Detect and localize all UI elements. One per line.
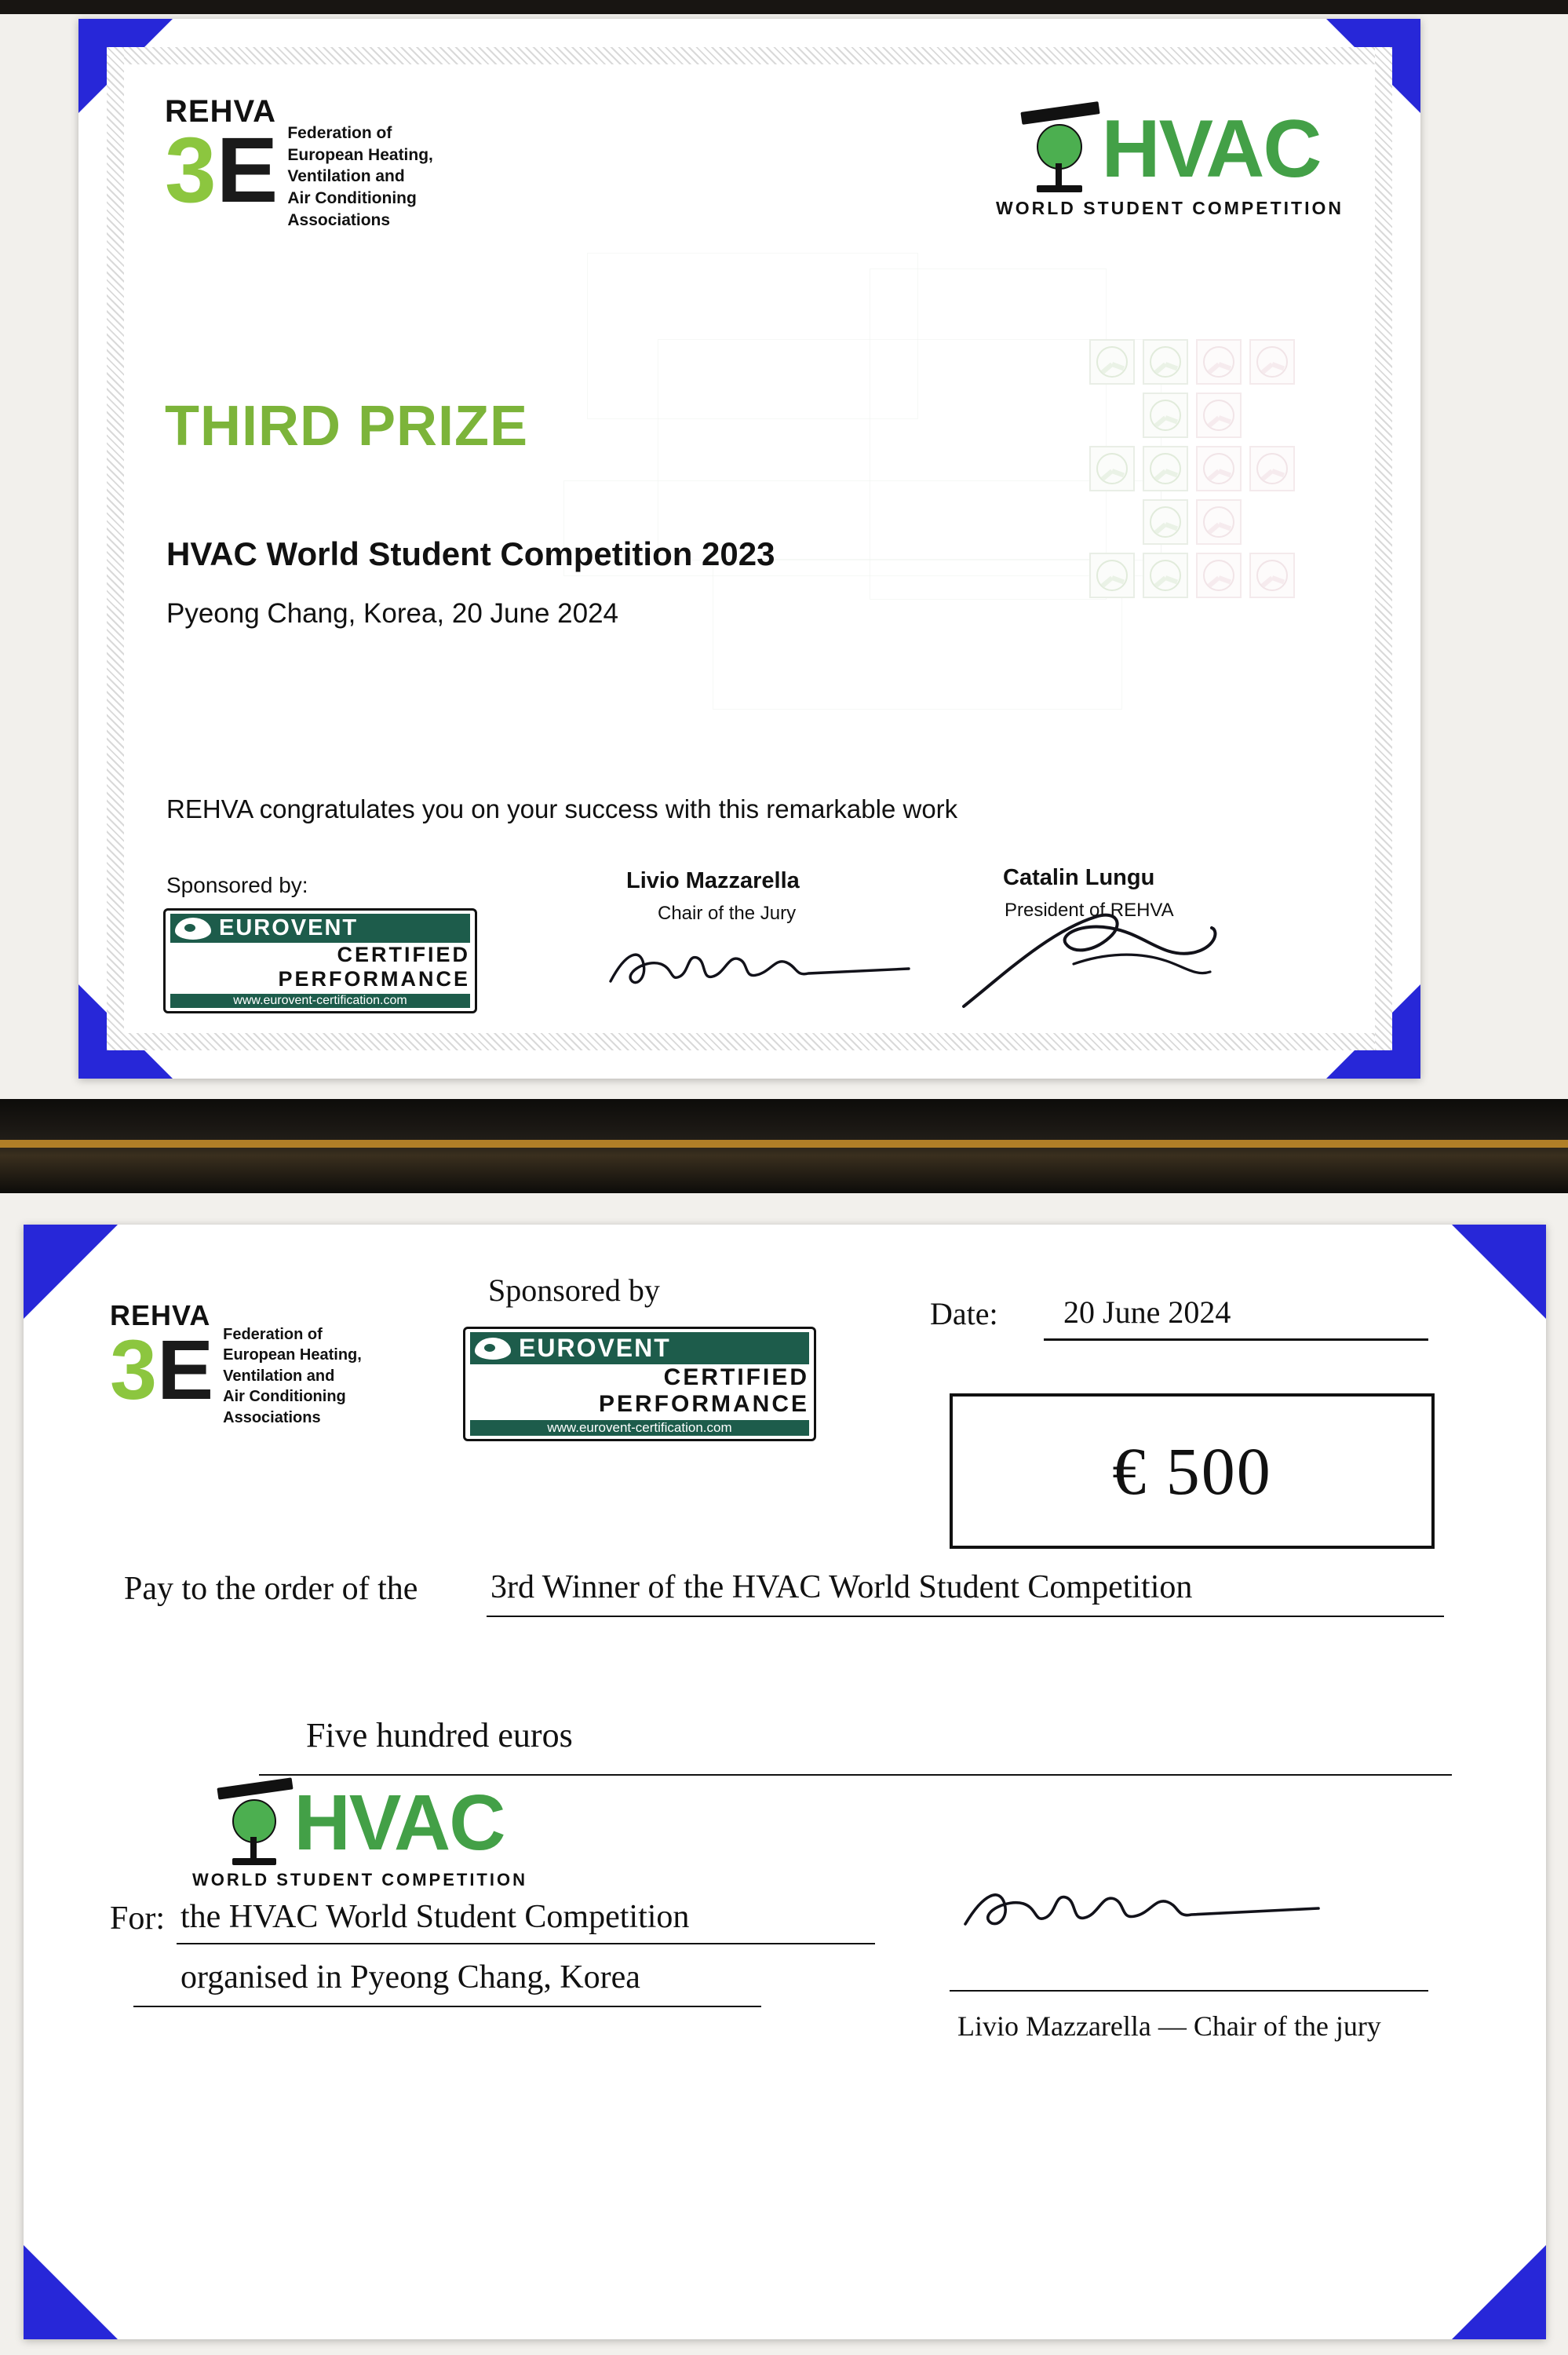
fan-icon (1143, 446, 1188, 491)
date-value: 20 June 2024 (1063, 1294, 1231, 1330)
fan-icon (1143, 553, 1188, 598)
cheque-rehva-tagline-line: Federation of (223, 1326, 323, 1343)
for-label: For: (110, 1900, 166, 1937)
cheque-hvac-subtitle: WORLD STUDENT COMPETITION (192, 1870, 527, 1889)
rehva-logo (165, 94, 433, 232)
amount-in-words: Five hundred euros (306, 1716, 573, 1754)
cheque-rehva-tagline-line: European Heating, (223, 1346, 362, 1364)
certificate-inner (124, 64, 1375, 1033)
rehva-tagline-line: Ventilation and (287, 167, 405, 186)
fan-icon (1143, 392, 1188, 438)
amount-in-words-rule (259, 1774, 1452, 1776)
cheque-document (24, 1225, 1546, 2339)
cheque-eurovent-banner (470, 1332, 809, 1364)
date-label: Date: (930, 1296, 998, 1331)
cheque-rehva-tagline-line: Ventilation and (223, 1367, 335, 1385)
fan-icon (1196, 392, 1242, 438)
rehva-tagline-line: Federation of (287, 124, 392, 142)
blueprint-watermark (540, 221, 1375, 802)
pay-to-order-payee: 3rd Winner of the HVAC World Student Competition (490, 1569, 1193, 1605)
cheque-rehva-wordmark: REHVA (110, 1299, 211, 1331)
cheque-rehva-tagline-line: Air Conditioning (223, 1388, 346, 1406)
competition-title: HVAC World Student Competition 2023 (166, 535, 775, 572)
cheque-hvac-wordmark: HVAC (294, 1779, 505, 1867)
amount-box: € 500 (950, 1393, 1435, 1549)
eurovent-swoosh-icon (473, 1336, 512, 1361)
signature-name-jury-chair: Livio Mazzarella (626, 868, 800, 893)
eurovent-name: EUROVENT (219, 915, 359, 940)
for-line-1: the HVAC World Student Competition (181, 1899, 690, 1935)
rehva-tagline (287, 122, 433, 232)
signature-caption: Livio Mazzarella — Chair of the jury (957, 2010, 1381, 2042)
signature-name-president: Catalin Lungu (1003, 865, 1155, 890)
cheque-rehva-tagline-line: Associations (223, 1408, 321, 1426)
cheque-sponsored-by-label: Sponsored by (488, 1272, 660, 1308)
fan-icon (1196, 553, 1242, 598)
congratulations-text: REHVA congratulates you on your success with this remarkable work (166, 794, 958, 823)
cheque-eurovent-certified: CERTIFIED (663, 1364, 809, 1390)
signature-role-jury-chair: Chair of the Jury (658, 903, 797, 924)
hvac-wordmark: HVAC (1101, 103, 1321, 195)
fan-icon (1196, 339, 1242, 385)
eurovent-logo (163, 908, 477, 1013)
cheque-rehva-logo (110, 1299, 362, 1428)
fan-icon (1089, 339, 1135, 385)
rehva-3e-mark: 3E (165, 119, 279, 222)
graduation-cap-globe-icon (216, 1778, 294, 1868)
fan-icon (1249, 339, 1295, 385)
fan-icon (1089, 553, 1135, 598)
prize-title: THIRD PRIZE (165, 395, 529, 458)
sponsored-by-label: Sponsored by: (166, 873, 308, 897)
for-line-2-rule (133, 2006, 761, 2007)
eurovent-certified: CERTIFIED (337, 943, 470, 966)
fan-icon (1089, 446, 1135, 491)
fan-icon (1143, 499, 1188, 545)
eurovent-url: www.eurovent-certification.com (170, 994, 470, 1008)
for-line-1-rule (177, 1943, 875, 1944)
rehva-tagline-line: Air Conditioning (287, 189, 417, 208)
competition-location-date: Pyeong Chang, Korea, 20 June 2024 (166, 598, 618, 629)
table-surface-top (0, 0, 1568, 14)
certificate-document (78, 19, 1420, 1079)
eurovent-performance: PERFORMANCE (278, 967, 470, 991)
fan-icon-grid (1089, 339, 1292, 595)
fan-icon (1143, 339, 1188, 385)
cheque-body (24, 1225, 1546, 2339)
fan-icon (1196, 446, 1242, 491)
rehva-tagline-line: European Heating, (287, 145, 433, 164)
certificate-border-right (1375, 47, 1392, 1050)
rehva-tagline-line: Associations (287, 210, 391, 229)
cheque-rehva-tagline (223, 1324, 362, 1428)
handwritten-signature-jury-chair (595, 920, 956, 1006)
cheque-eurovent-performance: PERFORMANCE (598, 1391, 809, 1417)
graduation-cap-globe-icon (1019, 102, 1102, 196)
cheque-eurovent-url: www.eurovent-certification.com (470, 1420, 809, 1436)
fan-icon (1196, 499, 1242, 545)
rehva-wordmark: REHVA (165, 94, 277, 129)
fan-icon (1249, 553, 1295, 598)
eurovent-banner (170, 914, 470, 943)
signature-role-president: President of REHVA (1005, 900, 1174, 921)
eurovent-swoosh-icon (173, 916, 213, 941)
pay-to-order-rule (487, 1616, 1444, 1617)
fan-icon (1249, 446, 1295, 491)
cheque-handwritten-signature (950, 1857, 1373, 1951)
pay-to-order-prefix: Pay to the order of the (124, 1571, 418, 1607)
cheque-eurovent-logo (463, 1327, 816, 1441)
hvac-logo (996, 102, 1344, 219)
hvac-subtitle: WORLD STUDENT COMPETITION (996, 198, 1344, 218)
signature-rule (950, 1990, 1428, 1992)
cheque-rehva-3e-mark: 3E (110, 1322, 214, 1417)
date-rule (1044, 1338, 1428, 1341)
for-line-2: organised in Pyeong Chang, Korea (181, 1959, 640, 1995)
certificate-border-bottom (107, 1033, 1392, 1050)
certificate-border-top (107, 47, 1392, 64)
cheque-eurovent-name: EUROVENT (519, 1334, 671, 1362)
certificate-border-left (107, 47, 124, 1050)
cheque-hvac-logo (192, 1778, 527, 1890)
table-surface-middle-thread (0, 1140, 1568, 1148)
